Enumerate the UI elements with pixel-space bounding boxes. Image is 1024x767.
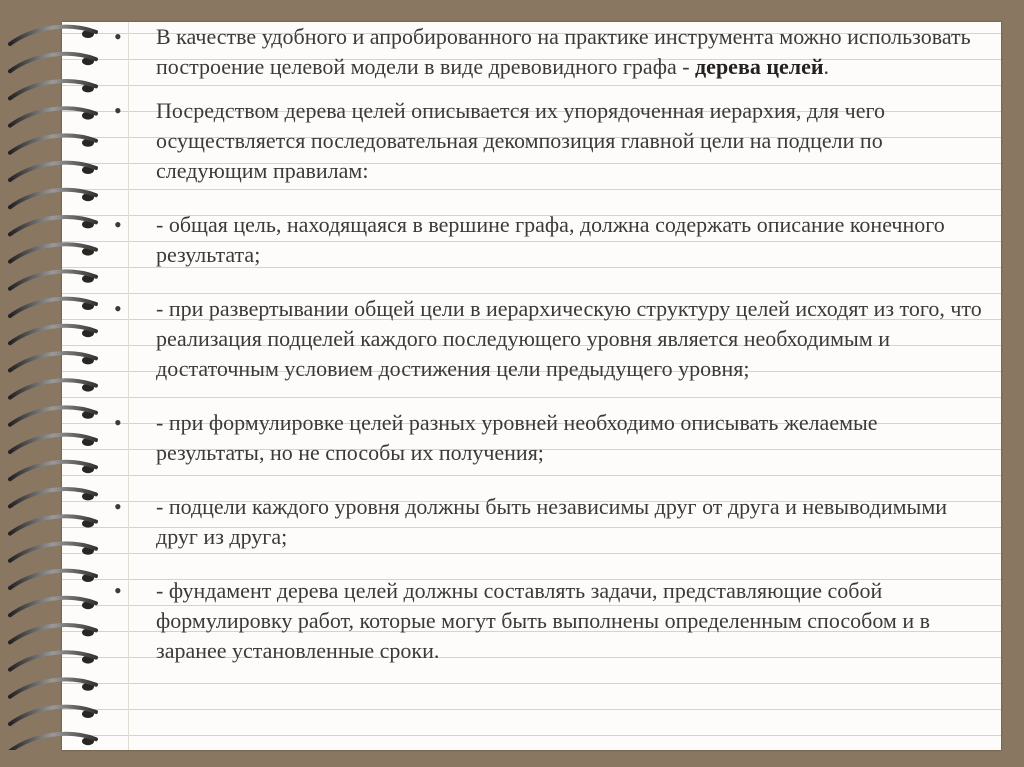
bullet-dot: • xyxy=(114,578,122,603)
bullet-dot: • xyxy=(114,410,122,435)
bullet-dot: • xyxy=(114,494,122,519)
bullet-text: - подцели каждого уровня должны быть независимы друг от друга и невыводимыми друг из друга; xyxy=(156,494,948,549)
bullet-dot: • xyxy=(114,24,122,49)
bullet-item-6 xyxy=(106,492,986,552)
bullet-dot: • xyxy=(114,98,122,123)
bullet-dot: • xyxy=(114,212,122,237)
bullet-dot: • xyxy=(114,296,122,321)
bullet-text: Посредством дерева целей описывается их упорядоченная иерархия, для чего осуществляется последовательная декомпозиция главной цели на подцели по следующим правилам: xyxy=(156,98,885,183)
bullet-text-end: . xyxy=(823,54,830,79)
bullet-item-1 xyxy=(106,22,986,82)
bullet-text: В качестве удобного и апробированного на практике инструмента можно использовать построение целевой модели в виде древовидного графа - xyxy=(156,24,971,79)
bullet-text: - общая цель, находящаяся в вершине графа, должна содержать описание конечного результата; xyxy=(156,212,945,267)
bullet-text: - при формулировке целей разных уровней необходимо описывать желаемые результаты, но не способы их получения; xyxy=(156,410,878,465)
bullet-text: - фундамент дерева целей должны составлять задачи, представляющие собой формулировку работ, которые могут быть выполнены определенным способом и в заранее установленные сроки. xyxy=(156,578,930,663)
bullet-text: - при развертывании общей цели в иерархическую структуру целей исходят из того, что реализация подцелей каждого последующего уровня является необходимым и достаточным условием достижения цели предыдущего уровня; xyxy=(156,296,982,381)
bullet-item-5 xyxy=(106,408,986,468)
bullet-list xyxy=(106,22,986,666)
spiral-binding xyxy=(0,22,110,750)
bullet-item-2 xyxy=(106,96,986,186)
bullet-item-3 xyxy=(106,210,986,270)
bullet-item-7 xyxy=(106,576,986,666)
bullet-bold-term: дерева целей xyxy=(695,54,824,79)
bullet-item-4 xyxy=(106,294,986,384)
